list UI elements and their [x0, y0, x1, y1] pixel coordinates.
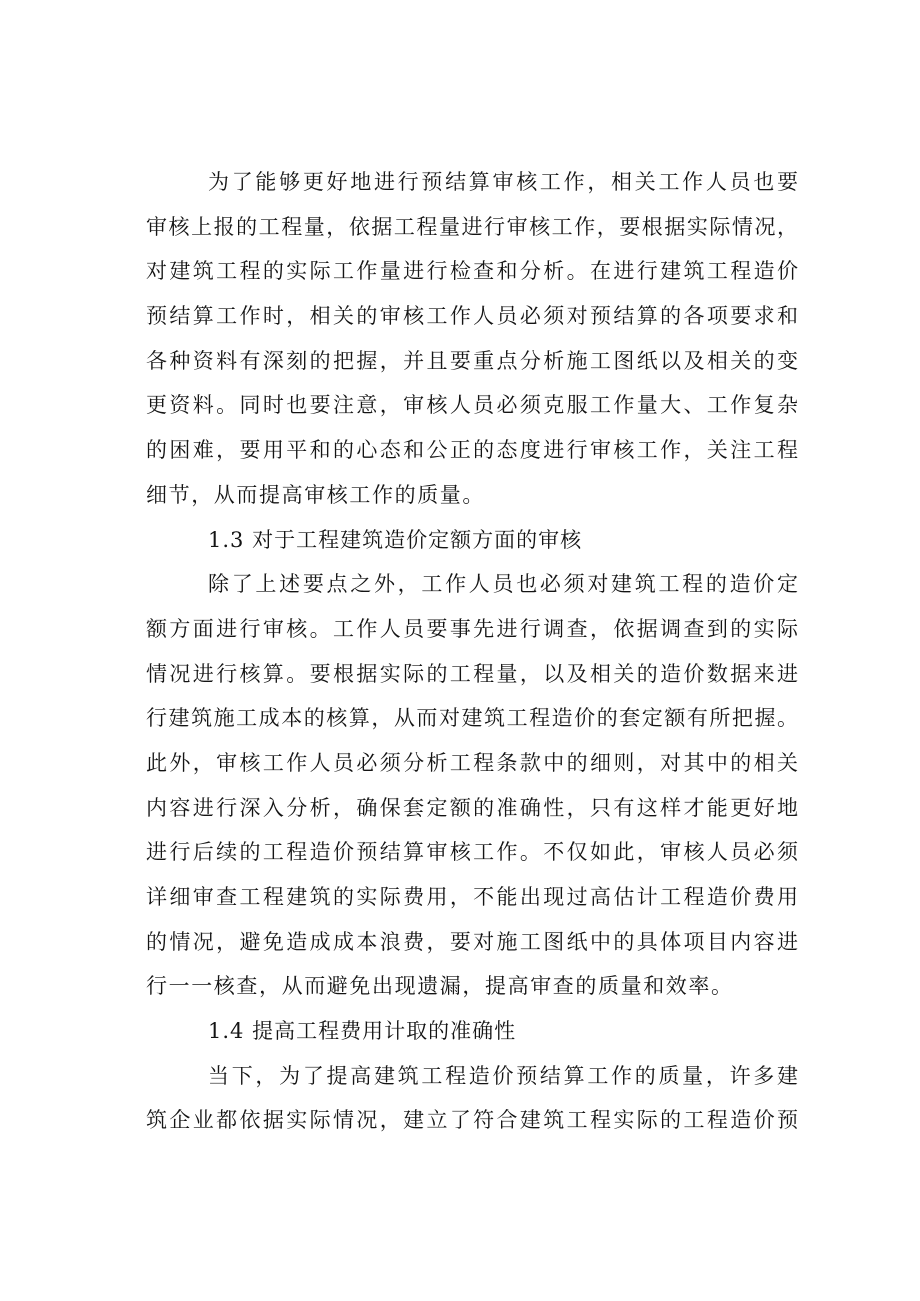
body-text	[146, 160, 798, 1143]
paragraph-line: 审核上报的工程量，依据工程量进行审核工作，要根据实际情况，	[146, 214, 798, 239]
paragraph-line: 进行后续的工程造价预结算审核工作。不仅如此，审核人员必须	[146, 840, 798, 865]
paragraph-line: 预结算工作时，相关的审核工作人员必须对预结算的各项要求和	[146, 304, 798, 329]
paragraph-line: 详细审查工程建筑的实际费用，不能出现过高估计工程造价费用	[146, 885, 798, 909]
paragraph-line: 情况进行核算。要根据实际的工程量，以及相关的造价数据来进	[146, 661, 798, 686]
paragraph-line: 当下，为了提高建筑工程造价预结算工作的质量，许多建	[208, 1063, 798, 1088]
paragraph-line: 除了上述要点之外，工作人员也必须对建筑工程的造价定	[208, 572, 798, 597]
paragraph-line: 为了能够更好地进行预结算审核工作，相关工作人员也要	[208, 170, 798, 194]
paragraph-line: 更资料。同时也要注意，审核人员必须克服工作量大、工作复杂	[146, 393, 798, 418]
paragraph-line: 的情况，避免造成成本浪费，要对施工图纸中的具体项目内容进	[146, 929, 798, 954]
paragraph-line: 的困难，要用平和的心态和公正的态度进行审核工作，关注工程	[146, 438, 798, 463]
paragraph-line: 细节，从而提高审核工作的质量。	[146, 482, 485, 507]
paragraph-line: 此外，审核工作人员必须分析工程条款中的细则，对其中的相关	[146, 750, 798, 775]
paragraph-line: 内容进行深入分析，确保套定额的准确性，只有这样才能更好地	[146, 795, 798, 820]
paragraph-line: 对建筑工程的实际工作量进行检查和分析。在进行建筑工程造价	[146, 259, 798, 284]
paragraph-line: 各种资料有深刻的把握，并且要重点分析施工图纸以及相关的变	[146, 348, 798, 373]
paragraph-line: 行建筑施工成本的核算，从而对建筑工程造价的套定额有所把握。	[146, 706, 798, 731]
section-heading: 1.3 对于工程建筑造价定额方面的审核	[208, 527, 583, 552]
section-heading: 1.4 提高工程费用计取的准确性	[208, 1019, 517, 1044]
paragraph-line: 行一一核查，从而避免出现遗漏，提高审查的质量和效率。	[146, 974, 734, 999]
paragraph-line: 筑企业都依据实际情况，建立了符合建筑工程实际的工程造价预	[146, 1108, 798, 1133]
paragraph-line: 额方面进行审核。工作人员要事先进行调查，依据调查到的实际	[146, 616, 798, 641]
